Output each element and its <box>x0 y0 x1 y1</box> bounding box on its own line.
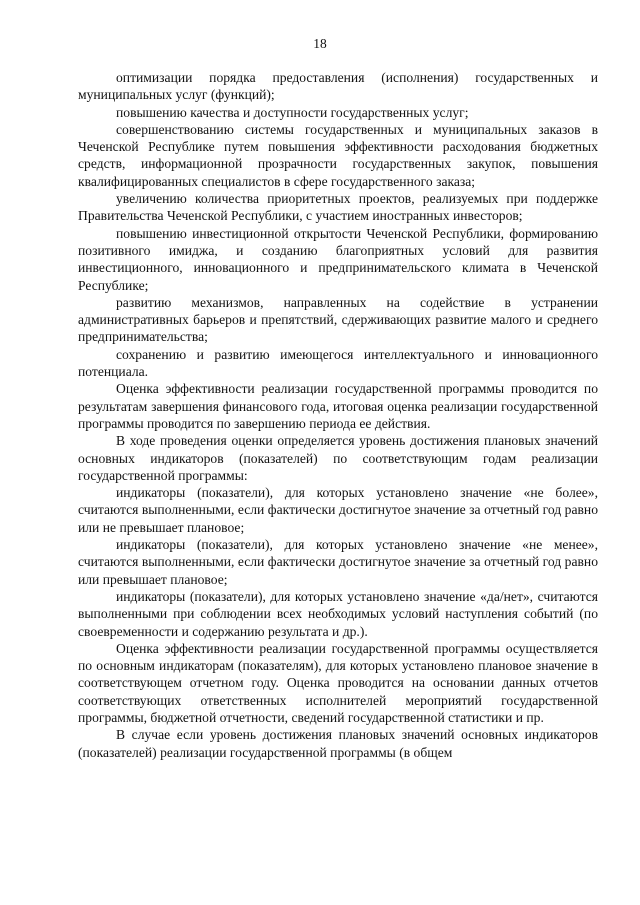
paragraph-admin-barriers: развитию механизмов, направленных на содействие в устранении административных барьеров и препятствий, сдерживающих развитие малого и среднего предпринимательства; <box>78 294 598 345</box>
paragraph-indicator-not-less: индикаторы (показатели), для которых установлено значение «не менее», считаются выполненными, если фактически достигнутое значение за отчетный год равно или превышает плановое; <box>78 537 598 587</box>
paragraph-indicator-yes-no: индикаторы (показатели), для которых установлено значение «да/нет», считаются выполненными при соблюдении всех необходимых условий наступления событий (по своевременности и содержанию результата и др.). <box>78 588 598 639</box>
paragraph-indicator-not-more: индикаторы (показатели), для которых установлено значение «не более», считаются выполненными, если фактически достигнутое значение за отчетный год равно или не превышает плановое; <box>78 485 598 535</box>
page-number: 18 <box>313 36 327 51</box>
document-body <box>78 69 598 761</box>
paragraph-service-quality: повышению качества и доступности государственных услуг; <box>116 104 469 120</box>
paragraph-innovation-potential: сохранению и развитию имеющегося интеллектуального и инновационного потенциала. <box>78 346 598 380</box>
paragraph-optimization-services: оптимизации порядка предоставления (исполнения) государственных и муниципальных услуг (функций); <box>78 70 598 103</box>
paragraph-achievement-level: В случае если уровень достижения плановых значений основных индикаторов (показателей) реализации государственной программы (в общем <box>78 727 598 760</box>
paragraph-procurement-system: совершенствованию системы государственных и муниципальных заказов в Чеченской Республике путем повышения эффективности расходования бюджетных средств, информационной прозрачности государственных закупок, повышения квалифицированных специалистов в сфере государственного заказа; <box>78 121 598 189</box>
paragraph-efficiency-assessment: Оценка эффективности реализации государственной программы проводится по результатам завершения финансового года, итоговая оценка реализации государственной программы проводится по завершению периода ее действия. <box>78 381 598 431</box>
paragraph-assessment-basis: Оценка эффективности реализации государственной программы осуществляется по основным индикаторам (показателям), для которых установлено плановое значение в соответствующем отчетном году. Оценка проводится на основании данных отчетов соответствующих ответственных исполнителей мероприятий государственной программы, бюджетной отчетности, сведений государственной статистики и пр. <box>78 640 598 725</box>
paragraph-assessment-process: В ходе проведения оценки определяется уровень достижения плановых значений основных индикаторов (показателей) по соответствующим годам реализации государственной программы: <box>78 433 598 483</box>
paragraph-priority-projects: увеличению количества приоритетных проектов, реализуемых при поддержке Правительства Чеченской Республики, с участием иностранных инвесторов; <box>78 191 598 224</box>
paragraph-investment-openness: повышению инвестиционной открытости Чеченской Республики, формированию позитивного имиджа, и созданию благоприятных условий для развития инвестиционного, инновационного и предпринимательского климата в Чеченской Республике; <box>78 225 598 293</box>
